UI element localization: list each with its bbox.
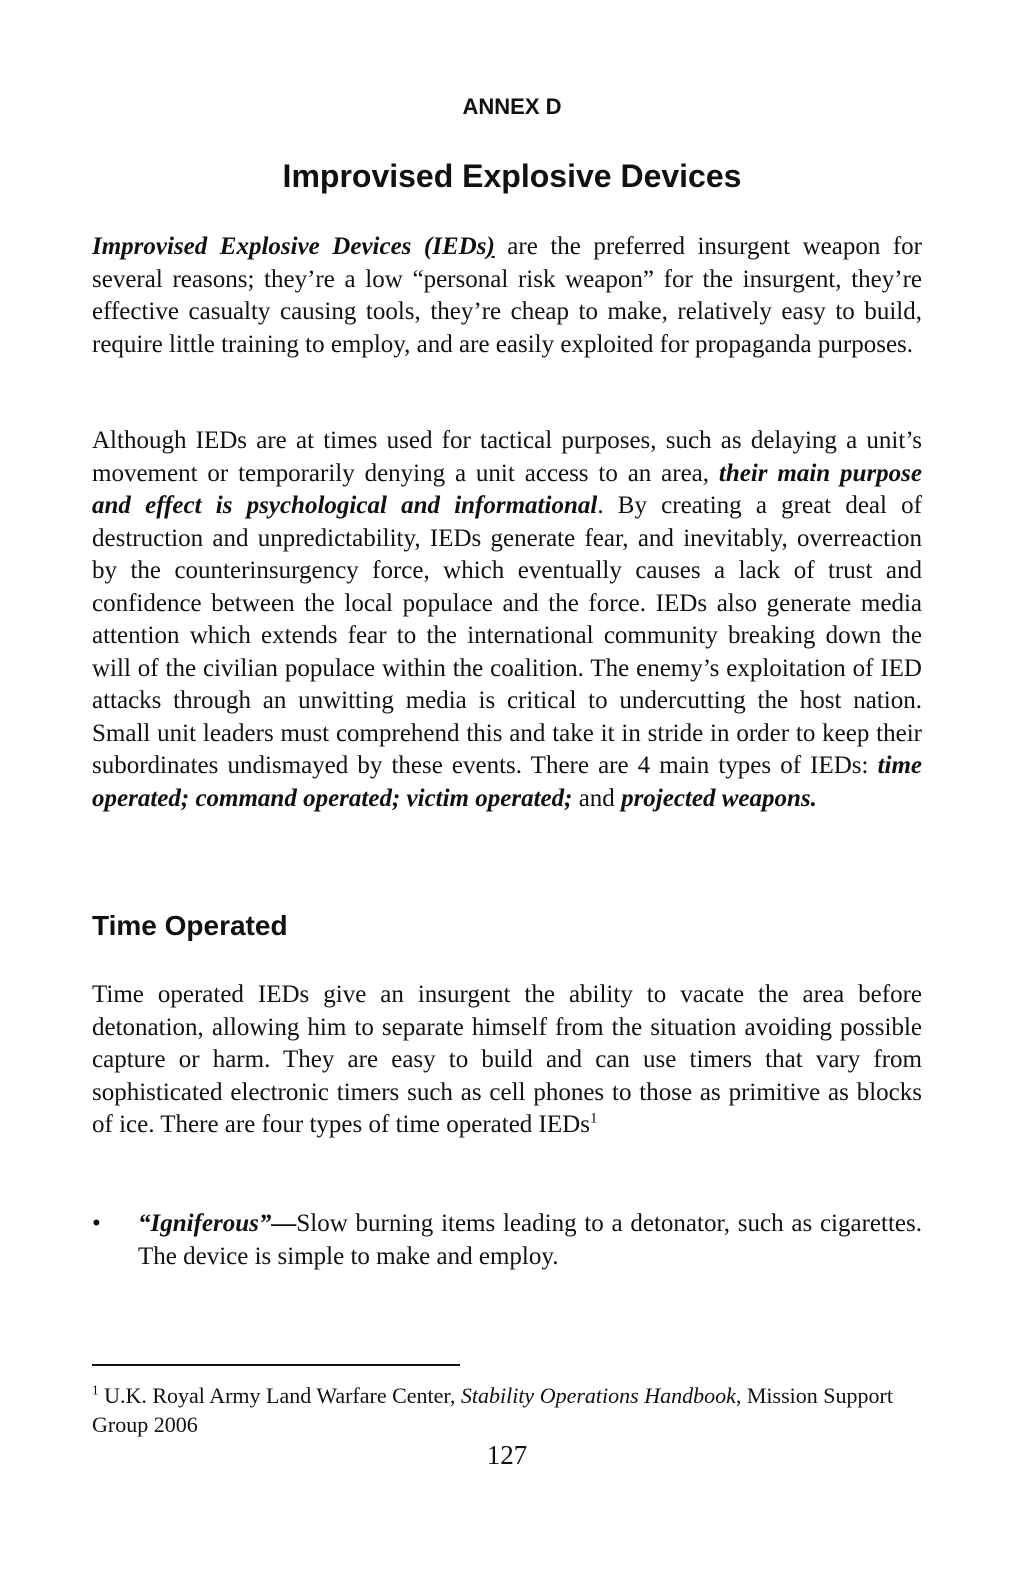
footnote-text-b: , Mission Support Group 2006 — [92, 1383, 893, 1437]
footnote-divider — [92, 1364, 460, 1366]
section-text: Time operated IEDs give an insurgent the ability to vacate the area before detonation, allowing him to separate himself from the situation avoiding possible capture or harm. They are easy to build and can use timers that vary from sophisticated electronic timers such as cell phones to those as primitive as blocks of ice. There are four types of time operated IEDs — [92, 981, 922, 1138]
footnote-number: 1 — [92, 1382, 99, 1398]
list-item — [92, 1208, 922, 1273]
page-title: Improvised Explosive Devices — [282, 158, 742, 194]
bullet-term: “Igniferous”— — [138, 1210, 297, 1237]
purpose-emphasis: their main purpose and effect is psychological and informational — [92, 459, 923, 519]
purpose-types: time operated; command operated; victim operated; — [92, 752, 922, 812]
section-heading: Time Operated — [92, 910, 288, 941]
bullet-icon: • — [92, 1210, 101, 1237]
intro-term: Improvised Explosive Devices (IEDs — [92, 233, 487, 260]
section-paragraph — [92, 979, 922, 1142]
intro-paragraph — [92, 231, 922, 361]
bullet-text — [138, 1208, 922, 1273]
purpose-text-a: Although IEDs are at times used for tactical purposes, such as delaying a unit’s movement or temporarily denying a unit access to an area, — [92, 427, 922, 487]
purpose-last-type: projected weapons. — [621, 784, 817, 812]
footnote-title: Stability Operations Handbook — [460, 1383, 736, 1408]
page-number: 127 — [486, 1440, 528, 1470]
purpose-text-b: . By creating a great deal of destruction and unpredictability, IEDs generate fear, and inevitably, overreaction by the counterinsurgency force, which eventually causes a lack of trust and confidence between the local populace and the force. IEDs also generate media attention which extends fear to the international community breaking down the will of the civilian populace within the coalition. The enemy’s exploitation of IED attacks through an unwitting media is critical to undercutting the host nation. Small unit leaders must comprehend this and take it in stride in order to keep their subordinates undismayed by these events. There are 4 main types of IEDs: — [92, 492, 923, 779]
intro-term-close: ) — [486, 233, 495, 260]
footnote — [92, 1381, 922, 1439]
annex-label: ANNEX D — [462, 94, 562, 119]
purpose-paragraph — [92, 425, 922, 815]
bullet-description: Slow burning items leading to a detonator, such as cigarettes. The device is simple to make and employ. — [138, 1210, 922, 1270]
intro-text: are the preferred insurgent weapon for several reasons; they’re a low “personal risk weapon” for the insurgent, they’re effective casualty causing tools, they’re cheap to make, relatively easy to build, require little training to employ, and are easily exploited for propaganda purposes. — [92, 233, 922, 358]
footnote-reference[interactable]: 1 — [589, 1110, 598, 1127]
footnote-text-a: U.K. Royal Army Land Warfare Center, — [98, 1383, 461, 1408]
purpose-and: and — [572, 784, 622, 812]
